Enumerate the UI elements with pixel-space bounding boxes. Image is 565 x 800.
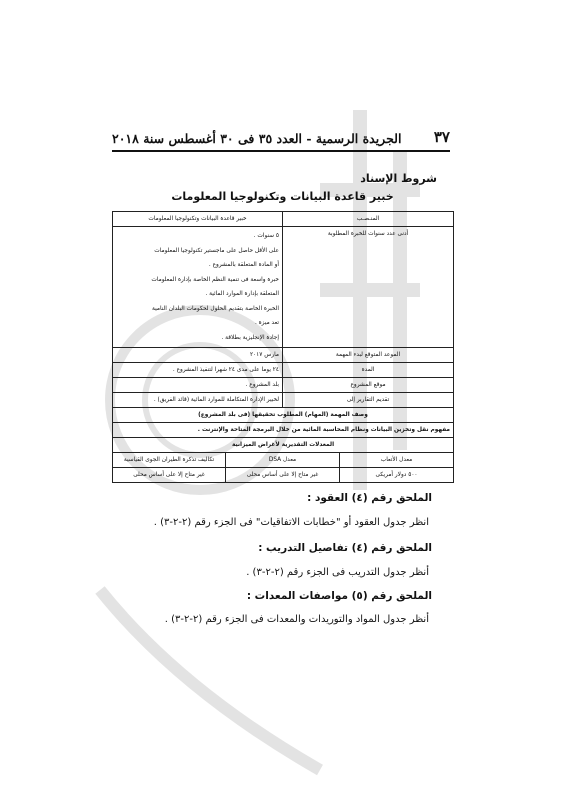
experience-label: أدنى عدد سنوات للخبرة المطلوبة (283, 227, 454, 348)
task-desc-label: وصف المهمة (المهام) المطلوب تحقيقها (فى بلد المشروع) (113, 408, 454, 423)
section-subtitle: خبير قاعدة البيانات وتكنولوجيا المعلومات (171, 190, 394, 203)
experience-line: ٥ سنوات . (253, 233, 280, 239)
table-row (113, 227, 454, 348)
annex-equipment-title: الملحق رقم (٥) مواصفات المعدات : (246, 590, 432, 602)
airfare-label: تكاليف تذكرة الطيران الجوى القياسية (113, 453, 226, 468)
rates-label: المعدلات التقديرية لأغراض الميزانية (113, 438, 454, 453)
fees-label: معدل الأتعاب (340, 453, 454, 468)
task-desc-value: مفهوم نقل وتخزين البيانات ونظام المحاسبة المائية من خلال البرمجة المتاحة والإنترنت . (113, 423, 454, 438)
table-row (113, 393, 454, 408)
position-label: المنـصـب (283, 212, 454, 227)
fees-value: ٥٠٠ دولار أمريكى (340, 468, 454, 483)
gazette-title: الجريدة الرسمية - العدد ٣٥ فى ٣٠ أغسطس سنة ٢٠١٨ (112, 131, 402, 146)
annex-training-body: أنظر جدول التدريب فى الجزء رقم (٢-٢-٣) . (246, 567, 429, 578)
start-label: الموعد المتوقع لبدء المهمة (283, 348, 454, 363)
duration-label: المدة (283, 363, 454, 378)
airfare-value: غير متاح إلا على أساس محلى (113, 468, 226, 483)
table-row (113, 468, 454, 483)
experience-line: المتعلقة بإدارة الموارد المائية . (205, 291, 280, 297)
table-row (113, 363, 454, 378)
experience-line: تعد ميزة . (254, 320, 280, 326)
experience-line: إجادة الإنجليزية بطلاقة . (221, 334, 280, 341)
table-row (113, 438, 454, 453)
table-row (113, 212, 454, 227)
experience-line: على الأقل حاصل على ماجستير تكنولوجيا المعلومات (154, 247, 280, 254)
experience-value (113, 227, 283, 348)
duration-value: ٢٤ يوما على مدى ٢٤ شهرا لتنفيذ المشروع . (113, 363, 283, 378)
start-value: مارس ٢٠١٧ (113, 348, 283, 363)
page-header (112, 128, 450, 152)
dsa-value: غير متاح إلا على أساس محلى (226, 468, 340, 483)
position-value: خبير قاعدة البيانات وتكنولوجيا المعلومات (113, 212, 283, 227)
reports-value: لخبير الإدارة المتكاملة للموارد المائية (قائد الفريق) . (113, 393, 283, 408)
experience-line: خبرة واسعة فى تنمية النظم الخاصة بإدارة المعلومات (151, 276, 280, 283)
section-title: شروط الإسناد (360, 172, 437, 185)
annex-training-title: الملحق رقم (٤) تفاصيل التدريب : (258, 542, 432, 554)
location-value: بلد المشروع . (113, 378, 283, 393)
table-row (113, 408, 454, 423)
table-row (113, 423, 454, 438)
annex-contracts-body: انظر جدول العقود أو "خطابات الاتفاقيات" فى الجزء رقم (٢-٢-٣) . (153, 517, 429, 528)
experience-line: أو المادة المتعلقة بالمشروع . (208, 262, 280, 268)
page-number: ٣٧ (433, 128, 450, 146)
reports-label: تقديم التقارير إلى (283, 393, 454, 408)
annex-equipment-body: أنظر جدول المواد والتوريدات والمعدات فى الجزء رقم (٢-٢-٣) . (164, 614, 429, 625)
location-label: موقع المشروع (283, 378, 454, 393)
table-row (113, 453, 454, 468)
experience-line: الخبرة الخاصة بتقديم الحلول لحكومات البلدان النامية (152, 305, 280, 312)
dsa-label: معدل DSA (226, 453, 340, 468)
terms-table (112, 211, 454, 483)
table-row (113, 348, 454, 363)
annex-contracts-title: الملحق رقم (٤) العقود : (307, 492, 432, 504)
table-row (113, 378, 454, 393)
